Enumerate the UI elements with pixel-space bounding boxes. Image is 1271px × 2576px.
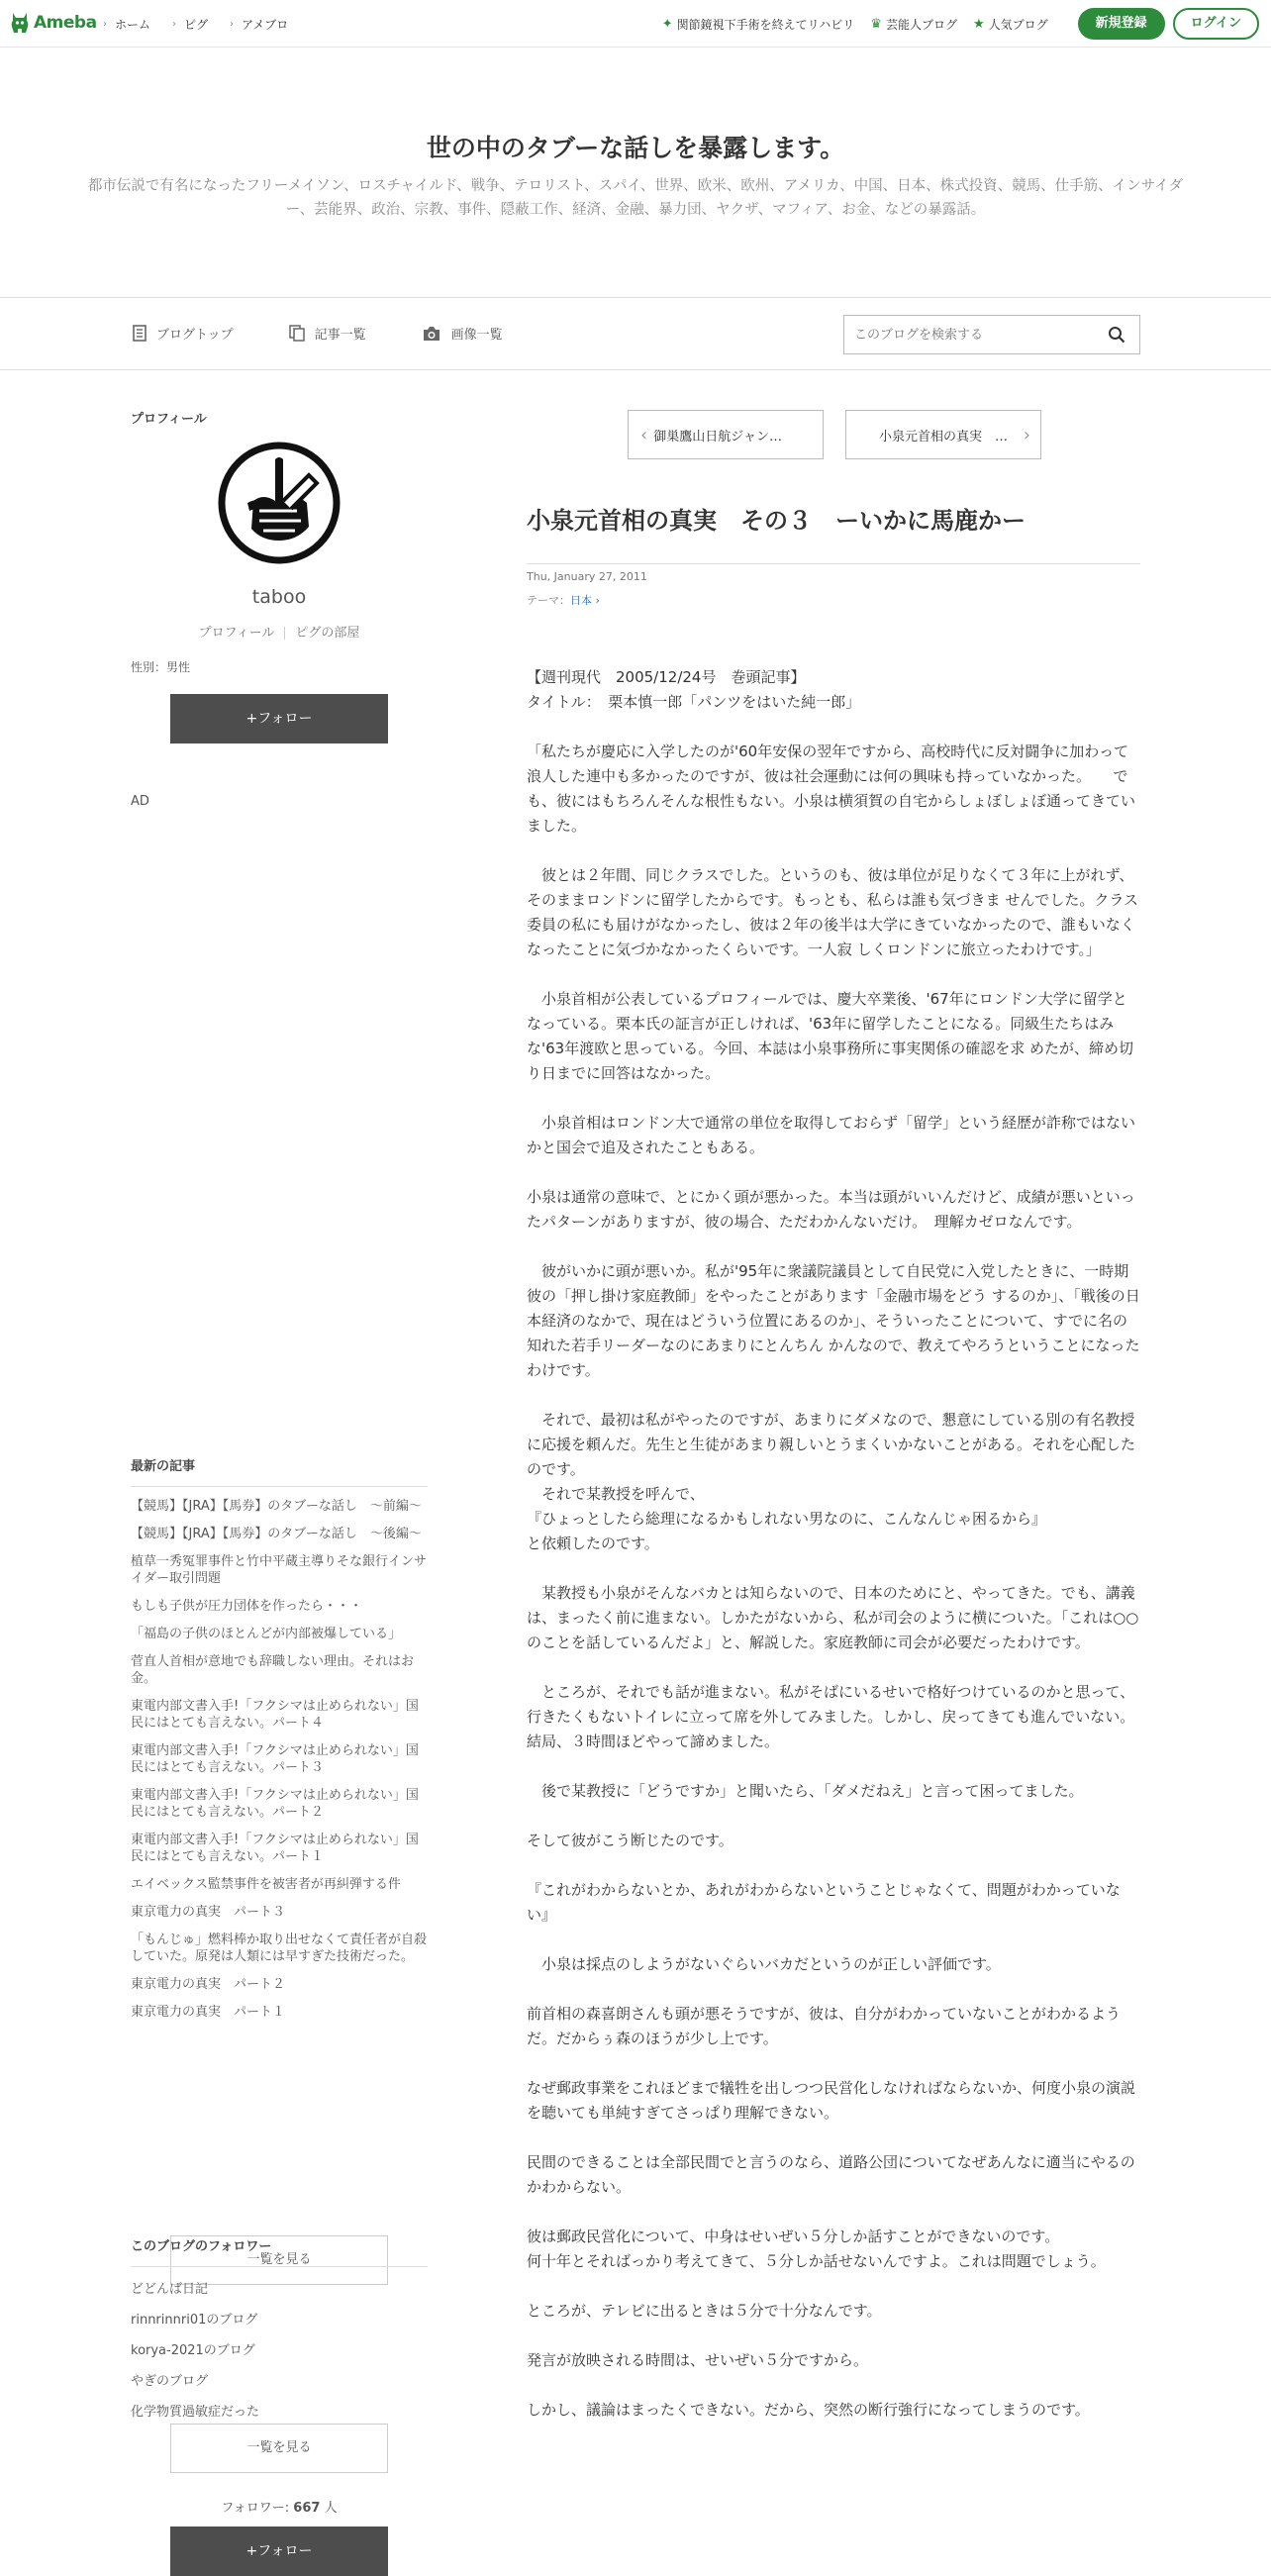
article-paragraph: 彼がいかに頭が悪いか。私が'95年に衆議院議員として自民党に入党したときに、一時期彼の「押し掛け家庭教師」をやったことがあります「金融市場をどう するのか」、「戦後の日本経済のなかで、現在はどういう位置にあるのか」、そういったことについて、すでに名の知れた若手リーダーなのにあまりにとんちん かんなので、教えてやろうということになったわけです。 — [527, 1262, 1140, 1379]
list-item[interactable]: 「福島の子供のほとんどが内部被爆している」 — [131, 1627, 402, 1641]
pigg-room-link[interactable]: ピグの部屋 — [295, 626, 360, 641]
chevron-right-icon: › — [1023, 424, 1030, 446]
nav-image-list[interactable] — [422, 324, 503, 343]
blog-title[interactable]: 世の中のタブーな話しを暴露します。 — [426, 134, 845, 162]
list-item[interactable]: 植草一秀冤罪事件と竹中平蔵主導りそな銀行インサイダー取引問題 — [131, 1554, 428, 1586]
list-item[interactable]: 「もんじゅ」燃料棒か取り出せなくて責任者が自殺していた。原発は人類には早すぎた技術だった。 — [131, 1932, 428, 1964]
global-nav — [103, 16, 288, 33]
crown-icon: ♛ — [870, 16, 882, 32]
copy-icon — [289, 325, 305, 342]
followers-title: このブログのフォロワー — [131, 2235, 428, 2267]
follow-button[interactable]: +フォロー — [170, 694, 388, 743]
profile-title: プロフィール — [131, 412, 207, 427]
header-link-popular-label: 人気ブログ — [988, 17, 1048, 32]
article-paragraph: 後で某教授に「どうですか」と聞いたら、「ダメだねえ」と言って困ってました。 — [527, 1782, 1084, 1800]
article-paragraph: ところが、それでも話が進まない。私がそばにいるせいで格好つけているのかと思って、行きたくもないトイレに立って席を外してみました。しかし、戻ってきても進んでいない。結局、３時間ほどやって諦めました。 — [527, 1683, 1135, 1750]
profile-links — [131, 622, 428, 641]
list-item[interactable]: rinnrinnri01のブログ — [131, 2313, 258, 2328]
divider — [284, 627, 285, 640]
list-item[interactable]: どどんば日記 — [131, 2282, 209, 2297]
chevron-left-icon: ‹ — [640, 424, 648, 446]
article-paragraph: 彼とは２年間、同じクラスでした。というのも、彼は単位が足りなくて３年に上がれず、そのままロンドンに留学したからです。もっとも、私らは誰も気づきま せんでした。クラス委員の私にも届けがなかったし、彼は２年の後半は大学にきていなかったので、誰もいなくなったことに気づかなかったくらいです。一人寂 しくロンドンに旅立ったわけです。」 — [527, 866, 1138, 958]
list-item[interactable]: 東電内部文書入手!「フクシマは止められない」国民にはとても言えない。パート４ — [131, 1699, 419, 1731]
avatar[interactable] — [218, 442, 341, 564]
followers-section — [131, 2235, 428, 2559]
register-button[interactable]: 新規登録 — [1078, 8, 1165, 40]
nav-article-list[interactable] — [289, 324, 366, 343]
list-item[interactable]: 化学物質過敏症だった — [131, 2405, 260, 2420]
list-item[interactable]: 東京電力の真実 パート３ — [131, 1905, 286, 1920]
nav-pigg[interactable] — [172, 16, 208, 33]
global-header — [0, 0, 1271, 48]
prev-article-button[interactable] — [628, 410, 824, 459]
document-icon — [133, 325, 147, 342]
blog-nav — [0, 297, 1271, 370]
chevron-right-icon: › — [103, 19, 107, 30]
article-pager — [628, 410, 1041, 459]
article-theme — [527, 592, 600, 608]
follower-count-unit: 人 — [324, 2501, 338, 2516]
list-item[interactable]: エイベックス監禁事件を被害者が再糾弾する件 — [131, 1877, 401, 1892]
login-button[interactable]: ログイン — [1173, 8, 1259, 40]
article-paragraph: 『これがわからないとか、あれがわからないということじゃなくて、問題がわかっていない』 — [527, 1881, 1121, 1924]
header-link-popular[interactable] — [973, 16, 1048, 33]
header-link-celebrity-label: 芸能人ブログ — [885, 17, 957, 32]
profile-link[interactable]: プロフィール — [198, 626, 275, 641]
article-paragraph: 小泉首相はロンドン大で通常の単位を取得しておらず「留学」という経歴が詐称ではないかと国会で追及されたこともある。 — [527, 1114, 1136, 1156]
article-paragraph: なぜ郵政事業をこれほどまで犠牲を出しつつ民営化しなければならないか、何度小泉の演説を聴いても単純すぎてさっぱり理解できない。 — [527, 2079, 1136, 2122]
nav-home[interactable] — [103, 16, 150, 33]
recent-articles-list — [131, 1498, 428, 2021]
star-icon: ★ — [972, 16, 985, 32]
list-item[interactable]: 東京電力の真実 パート２ — [131, 1977, 286, 1992]
camera-icon — [422, 326, 441, 342]
list-item[interactable]: 東電内部文書入手!「フクシマは止められない」国民にはとても言えない。パート２ — [131, 1788, 419, 1820]
recent-articles-title: 最新の記事 — [131, 1455, 428, 1487]
article-paragraph: そして彼がこう断じたのです。 — [527, 1832, 733, 1849]
ameba-logo[interactable] — [10, 11, 97, 35]
followers-list — [131, 2281, 428, 2421]
nav-pigg-label: ピグ — [184, 18, 209, 32]
list-item[interactable]: 東電内部文書入手!「フクシマは止められない」国民にはとても言えない。パート１ — [131, 1833, 419, 1864]
header-link-celebrity[interactable] — [870, 16, 957, 33]
article-paragraph: 「私たちが慶応に入学したのが'60年安保の翌年ですから、高校時代に反対闘争に加わって浪人した連中も多かったのですが、彼は社会運動には何の興味も持っていなかった。 でも、彼にはもちろんそんな根性もない。小泉は横須賀の自宅からしょぼしょぼ通ってきていました。 — [527, 743, 1136, 835]
blog-description: 都市伝説で有名になったフリーメイソン、ロスチャイルド、戦争、テロリスト、スパイ、世界、欧米、欧州、アメリカ、中国、日本、株式投資、競馬、仕手筋、インサイダー、芸能界、政治、宗教、事件、隠蔽工作、経済、金融、暴力団、ヤクザ、マフィア、お金、などの暴露話。 — [87, 178, 1184, 218]
logo-text: Ameba — [34, 13, 97, 33]
nav-blog-top[interactable] — [133, 324, 234, 343]
recent-more-button[interactable]: 一覧を見る — [170, 2235, 388, 2285]
nav-home-label: ホーム — [115, 18, 151, 32]
blog-nav-items — [133, 324, 503, 343]
list-item[interactable]: 【競馬】【JRA】【馬券】のタブーな話し 〜前編〜 — [131, 1499, 422, 1514]
ameba-mascot-icon — [10, 11, 30, 35]
list-item[interactable]: 東京電力の真実 パート１ — [131, 2005, 286, 2020]
article-paragraph: 小泉首相が公表しているプロフィールでは、慶大卒業後、'67年にロンドン大学に留学となっている。栗本氏の証言が正しければ、'63年に留学したことになる。同級生たちはみな'63年渡欧と思っている。今回、本誌は小泉事務所に事実関係の確認を求 めたが、締め切り日までに回答はなかった。 — [527, 990, 1133, 1082]
article-paragraph: しかし、議論はまったくできない。だから、突然の断行強行になってしまうのです。 — [527, 2401, 1090, 2419]
ad-label: AD — [131, 794, 149, 809]
list-item[interactable]: もしも子供が圧力団体を作ったら・・・ — [131, 1599, 363, 1614]
follower-count-label: フォロワー: — [221, 2501, 290, 2516]
chevron-right-icon: › — [595, 594, 600, 607]
follower-count-value: 667 — [293, 2501, 321, 2516]
blog-search-input[interactable] — [844, 316, 1082, 353]
profile-name[interactable]: taboo — [251, 586, 307, 608]
next-article-label: 小泉元首相の真実 … — [878, 429, 1008, 445]
article-paragraph: 【週刊現代 2005/12/24号 巻頭記事】 タイトル： 栗本慎一郎「パンツをはいた純一郎」 — [527, 668, 861, 711]
search-icon[interactable] — [1108, 326, 1125, 344]
article-paragraph: 民間のできることは全部民間でと言うのなら、道路公団についてなぜあんなに適当にやるのかわからない。 — [527, 2153, 1135, 2196]
article-paragraph: 前首相の森喜朗さんも頭が悪そうですが、彼は、自分がわかっていないことがわかるようだ。だからぅ森のほうが少し上です。 — [527, 2005, 1122, 2047]
list-item[interactable]: やぎのブログ — [131, 2374, 209, 2389]
follow-button-bottom[interactable]: +フォロー — [170, 2526, 388, 2576]
star-icon: ✦ — [661, 16, 673, 32]
list-item[interactable]: 東電内部文書入手!「フクシマは止められない」国民にはとても言えない。パート３ — [131, 1743, 419, 1775]
chevron-right-icon: › — [172, 19, 177, 30]
theme-label: テーマ： — [527, 594, 570, 607]
theme-link[interactable]: 日本 — [570, 594, 592, 607]
gender: 性別：男性 — [131, 660, 191, 674]
article-paragraph: 発言が放映される時間は、せいぜい５分ですから。 — [527, 2351, 869, 2369]
global-header-right — [662, 8, 1259, 40]
nav-ameblo-label: アメブロ — [242, 18, 289, 32]
list-item[interactable]: 【競馬】【JRA】【馬券】のタブーな話し 〜後編〜 — [131, 1527, 422, 1541]
follower-count — [131, 2497, 428, 2516]
article-paragraph: 小泉は採点のしようがないぐらいバカだというのが正しい評価です。 — [527, 1955, 1001, 1973]
next-article-button[interactable] — [845, 410, 1041, 459]
article-paragraph: それで、最初は私がやったのですが、あまりにダメなので、懇意にしている別の有名教授に応援を頼んだ。先生と生徒があまり親しいとうまくいかないことがある。それを心配したのです。 それで某教授を呼んで、 『ひょっとしたら総理になるかもしれない男なのに、こんなんじゃ困るから』 と依頼したのです。 — [527, 1411, 1136, 1552]
nav-article-list-label: 記事一覧 — [314, 328, 366, 343]
article-paragraph: 彼は郵政民営化について、中身はせいぜい５分しか話すことができないのです。 何十年とそればっかり考えてきて、５分しか話せないんですよ。これは問題でしょう。 — [527, 2228, 1106, 2270]
nav-image-list-label: 画像一覧 — [450, 328, 503, 343]
nav-ameblo[interactable] — [230, 16, 288, 33]
article-title: 小泉元首相の真実 その３ ーいかに馬鹿かー — [527, 501, 1140, 564]
list-item[interactable]: 菅直人首相が意地でも辞職しない理由。それはお金。 — [131, 1654, 415, 1686]
nav-blog-top-label: ブログトップ — [156, 328, 234, 343]
list-item[interactable]: korya-2021のブログ — [131, 2343, 255, 2358]
article-paragraph: ところが、テレビに出るときは５分で十分なんです。 — [527, 2302, 882, 2320]
chevron-right-icon: › — [230, 19, 235, 30]
article-paragraph: 某教授も小泉がそんなバカとは知らないので、日本のためにと、やってきた。でも、講義は、まったく前に進まない。しかたがないから、私が司会のように横についた。「これは○○のことを話しているんだよ」と、解説した。家庭教師に司会が必要だったわけです。 — [527, 1584, 1139, 1651]
blog-search — [843, 315, 1140, 354]
article-body — [527, 665, 1140, 2447]
followers-more-button[interactable]: 一覧を見る — [170, 2424, 388, 2473]
header-link-topic[interactable] — [662, 16, 855, 33]
blog-header — [0, 48, 1271, 297]
article-date: Thu, January 27, 2011 — [527, 570, 647, 583]
prev-article-label: 御巣鷹山日航ジャン… — [653, 429, 782, 445]
article-paragraph: 小泉は通常の意味で、とにかく頭が悪かった。本当は頭がいいんだけど、成績が悪いといったパターンがありますが、彼の場合、ただわかんないだけ。 理解カゼロなんです。 — [527, 1188, 1135, 1231]
header-link-topic-label: 関節鏡視下手術を終えてリハビリ — [676, 17, 855, 32]
